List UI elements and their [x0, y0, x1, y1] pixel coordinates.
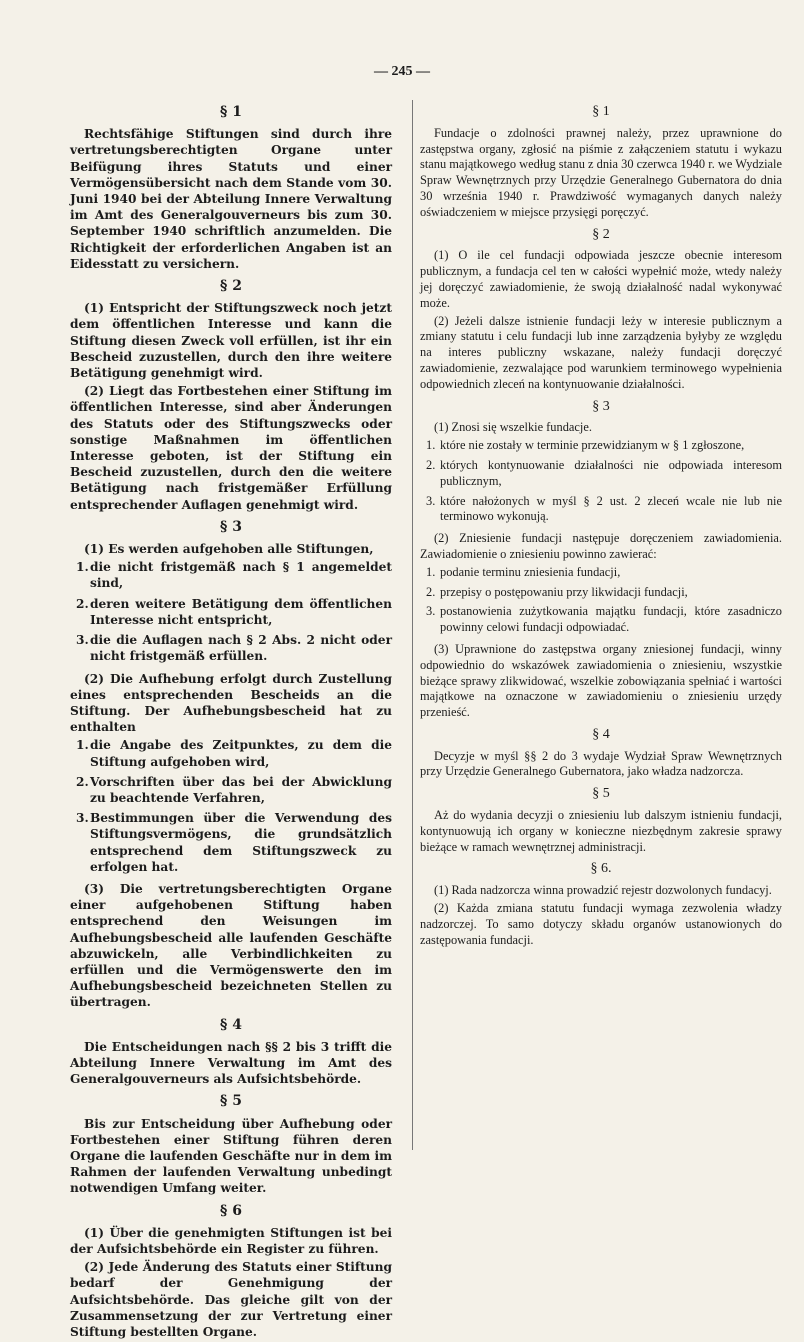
section-heading: § 3	[220, 518, 242, 535]
section-heading: § 6.	[590, 861, 612, 877]
paragraph: (3) Uprawnione do zastępstwa organy zniesionej fundacji, winny odpowiednio do wskazówek zawiadomienia o zniesieniu, wszystkie bieżące sprawy zlikwidować, wszelkie zobowiązania spełniać i wartości majątkowe na oznaczone w zawiadomieniu o zniesieniu urzędy przenieść.	[420, 641, 782, 720]
paragraph: (2) Każda zmiana statutu fundacji wymaga zezwolenia władzy nadzorczej. To samo dotyczy składu organów ustanowionych do zastępowania fundacji.	[420, 901, 782, 947]
section-heading: § 5	[220, 1093, 242, 1110]
list-item: 2. przepisy o postępowaniu przy likwidacji fundacji,	[426, 584, 688, 599]
section-heading: § 4	[220, 1016, 242, 1033]
list-item: 1. które nie zostały w terminie przewidzianym w § 1 zgłoszone,	[426, 438, 745, 453]
list-item: 3. które nałożonych w myśl § 2 ust. 2 zleceń wcale nie lub nie terminowo wykonują.	[426, 493, 782, 524]
numbered-list	[420, 438, 782, 525]
paragraph: (1) Znosi się wszelkie fundacje.	[434, 420, 592, 435]
paragraph: Decyzje w myśl §§ 2 do 3 wydaje Wydział Spraw Wewnętrznych przy Urzędzie Generalnego Gubernatora, jako władza nadzorcza.	[420, 748, 782, 779]
polish-column	[420, 98, 782, 950]
section-heading: § 1	[220, 104, 242, 120]
paragraph: (2) Jeżeli dalsze istnienie fundacji leży w interesie publicznym a zmiany statutu i celu fundacji lub inne zarządzenia byłyby ze względu na interes publiczny wskazane, należy fundacji doręczyć zawiadomienie, zezwalające pod warunkiem terminowego wypełnienia odpowiednich zleceń na kontynuowanie działalności.	[420, 313, 782, 391]
numbered-list	[420, 565, 782, 636]
paragraph: (3) Die vertretungsberechtigten Organe einer aufgehobenen Stiftung haben entsprechend den Weisungen im Aufhebungsbescheid alle laufenden Geschäfte abzuwickeln, alle Verbindlichkeiten zu erfüllen und die Vermögenswerte den im Aufhebungsbescheid bezeichneten Stellen zu übertragen.	[70, 881, 392, 1010]
section-heading: § 1	[592, 104, 610, 119]
paragraph: Die Entscheidungen nach §§ 2 bis 3 trifft die Abteilung Innere Verwaltung im Amt des Generalgouverneurs als Aufsichtsbehörde.	[70, 1039, 392, 1087]
section-heading: § 4	[592, 726, 610, 742]
list-item: 2. Vorschriften über das bei der Abwicklung zu beachtende Verfahren,	[76, 774, 392, 805]
list-item: 2. których kontynuowanie działalności nie odpowiada interesom publicznym,	[426, 457, 782, 488]
paragraph: (1) Über die genehmigten Stiftungen ist bei der Aufsichtsbehörde ein Register zu führen.	[70, 1225, 392, 1256]
german-column	[70, 98, 392, 1342]
paragraph: (2) Liegt das Fortbestehen einer Stiftung im öffentlichen Interesse, sind aber Änderungen des Statuts oder des Stiftungszwecks oder sonstige Maßnahmen im öffentlichen Interesse geboten, ist der Stiftung ein Bescheid zuzustellen, durch den die weitere Betätigung nach fristgemäßer Erfüllung entsprechender Auflagen genehmigt wird.	[70, 384, 392, 512]
numbered-list	[70, 559, 392, 664]
paragraph: Rechtsfähige Stiftungen sind durch ihre vertretungsberechtigten Organe unter Beifügung ihres Statuts und einer Vermögensübersicht nach dem Stande vom 30. Juni 1940 bei der Abteilung Innere Verwaltung im Amt des Generalgouverneurs bis zum 30. September 1940 schriftlich anzumelden. Die Richtigkeit der erforderlichen Angaben ist an Eidesstatt zu versichern.	[70, 127, 392, 271]
list-item: 1. die Angabe des Zeitpunktes, zu dem die Stiftung aufgehoben wird,	[76, 738, 392, 769]
section-heading: § 6	[220, 1202, 242, 1219]
paragraph: (1) Entspricht der Stiftungszweck noch jetzt dem öffentlichen Interesse und kann die Stiftung diesen Zweck voll erfüllen, ist ihr ein Bescheid zuzustellen, durch den ihre weitere Betätigung genehmigt wird.	[70, 301, 392, 381]
section-heading: § 2	[592, 226, 610, 242]
paragraph: (2) Zniesienie fundacji następuje doręczeniem zawiadomienia. Zawiadomienie o zniesieniu powinno zawierać:	[420, 531, 782, 561]
paragraph: Bis zur Entscheidung über Aufhebung oder Fortbestehen einer Stiftung führen deren Organe die laufenden Geschäfte nur in dem im Rahmen der laufenden Verwaltung unbedingt notwendigen Umfang weiter.	[70, 1116, 392, 1196]
paragraph: (2) Die Aufhebung erfolgt durch Zustellung eines entsprechenden Bescheids an die Stiftung. Der Aufhebungsbescheid hat zu enthalten	[70, 671, 392, 735]
section-heading: § 5	[592, 786, 610, 802]
paragraph: (1) Es werden aufgehoben alle Stiftungen,	[84, 542, 374, 557]
paragraph: (1) O ile cel fundacji odpowiada jeszcze obecnie interesom publicznym, a fundacja cel ten w całości wypełnić może, wtedy należy jej doręczyć zawiadomienie, że swoją działalność nadal wykonywać może.	[420, 248, 782, 310]
paragraph: Aż do wydania decyzji o zniesieniu lub dalszym istnieniu fundacji, kontynuowują ich organy w konieczne niezbędnym zakresie sprawy bieżące w ramach wewnętrznej administracji.	[420, 808, 782, 854]
page-number: — 245 —	[374, 64, 430, 79]
list-item: 3. postanowienia zużytkowania majątku fundacji, które zasadniczo powinny celowi fundacji odpowiadać.	[426, 604, 782, 635]
paragraph: (2) Jede Änderung des Statuts einer Stiftung bedarf der Genehmigung der Aufsichtsbehörde. Das gleiche gilt von der Zusammensetzung der zur Vertretung einer Stiftung bestellten Organe.	[70, 1260, 392, 1340]
paragraph: (1) Rada nadzorcza winna prowadzić rejestr dozwolonych fundacyj.	[434, 883, 772, 898]
list-item: 1. die nicht fristgemäß nach § 1 angemeldet sind,	[76, 560, 392, 591]
section-heading: § 2	[220, 278, 242, 295]
list-item: 2. deren weitere Betätigung dem öffentlichen Interesse nicht entspricht,	[76, 596, 392, 627]
column-divider	[412, 100, 413, 1150]
paragraph: Fundacje o zdolności prawnej należy, przez uprawnione do zastępstwa organy, zgłosić na piśmie z załączeniem statutu i wykazu stanu majątkowego według stanu z dnia 30 czerwca 1940 r. we Wydziale Spraw Wewnętrznych przy Urzędzie Generalnego Gubernatora do dnia 30 września 1940 r. Prawdziwość wymaganych danych należy oświadczeniem w miejsce przysięgi poręczyć.	[420, 125, 782, 219]
list-item: 3. Bestimmungen über die Verwendung des Stiftungsvermögens, die grundsätzlich entsprechend dem Stiftungszweck zu erfolgen hat.	[76, 811, 392, 874]
section-heading: § 3	[592, 398, 610, 414]
list-item: 1. podanie terminu zniesienia fundacji,	[426, 564, 621, 579]
numbered-list	[70, 737, 392, 875]
list-item: 3. die die Auflagen nach § 2 Abs. 2 nicht oder nicht fristgemäß erfüllen.	[76, 633, 392, 664]
